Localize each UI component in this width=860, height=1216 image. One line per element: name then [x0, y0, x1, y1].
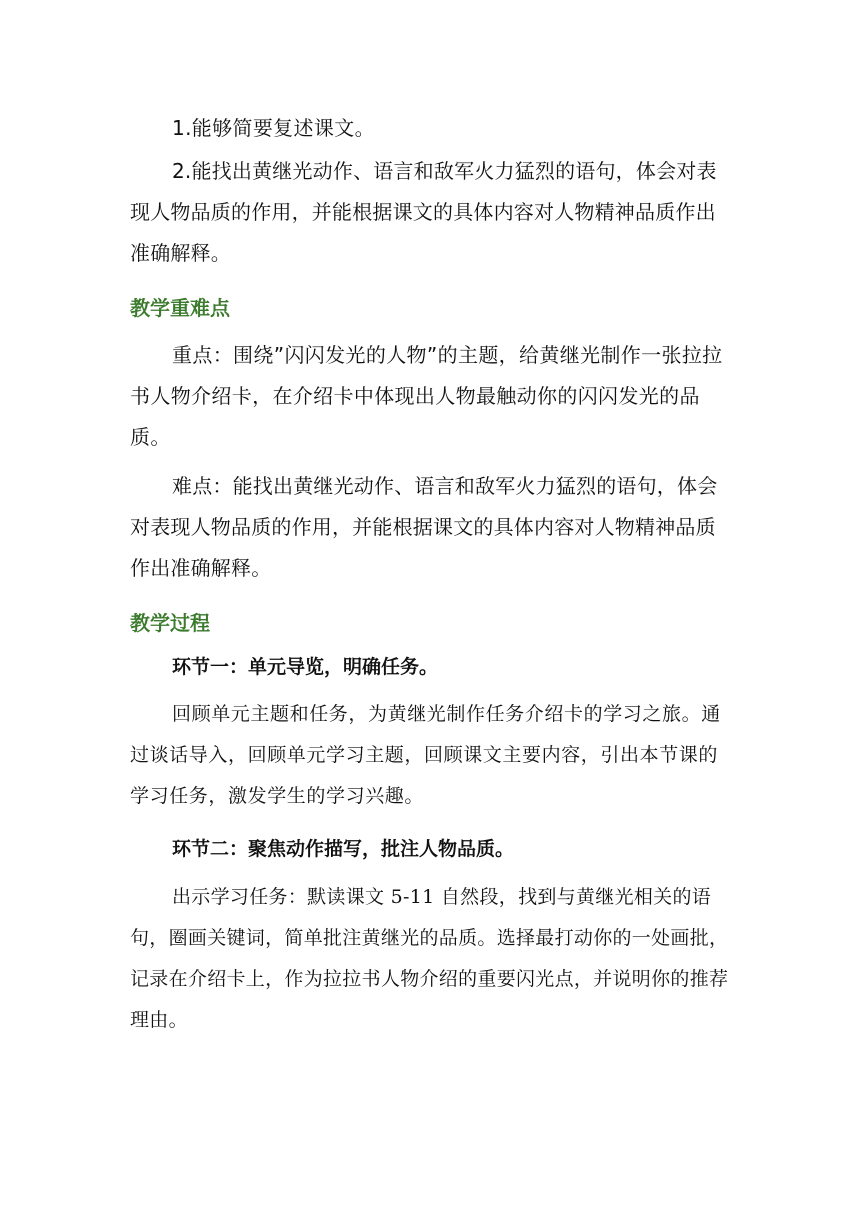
step2-body: 出示学习任务：默读课文 5-11 自然段，找到与黄继光相关的语句，圈画关键词，简单批注黄继光的品质。选择最打动你的一处画批，记录在介绍卡上，作为拉拉书人物介绍的重要闪光点，并说明你的推荐理由。 [130, 886, 729, 1031]
step1-body: 回顾单元主题和任务，为黄继光制作任务介绍卡的学习之旅。通过谈话导入，回顾单元学习主题，回顾课文主要内容，引出本节课的学习任务，激发学生的学习兴趣。 [130, 703, 721, 807]
objective-item-1: 1.能够简要复述课文。 [172, 116, 375, 140]
section-heading-key-difficult: 教学重难点 [130, 296, 230, 320]
step1-title: 环节一：单元导览，明确任务。 [172, 656, 439, 678]
difficult-point-paragraph: 难点：能找出黄继光动作、语言和敌军火力猛烈的语句，体会对表现人物品质的作用，并能根据课文的具体内容对人物精神品质作出准确解释。 [130, 474, 718, 580]
objective-item-2: 2.能找出黄继光动作、语言和敌军火力猛烈的语句，体会对表现人物品质的作用，并能根据课文的具体内容对人物精神品质作出准确解释。 [130, 159, 717, 265]
step2-title: 环节二：聚焦动作描写，批注人物品质。 [172, 838, 515, 860]
section-heading-process: 教学过程 [130, 611, 210, 635]
key-point-paragraph: 重点：围绕”闪闪发光的人物”的主题，给黄继光制作一张拉拉书人物介绍卡，在介绍卡中体现出人物最触动你的闪闪发光的品质。 [130, 343, 723, 449]
